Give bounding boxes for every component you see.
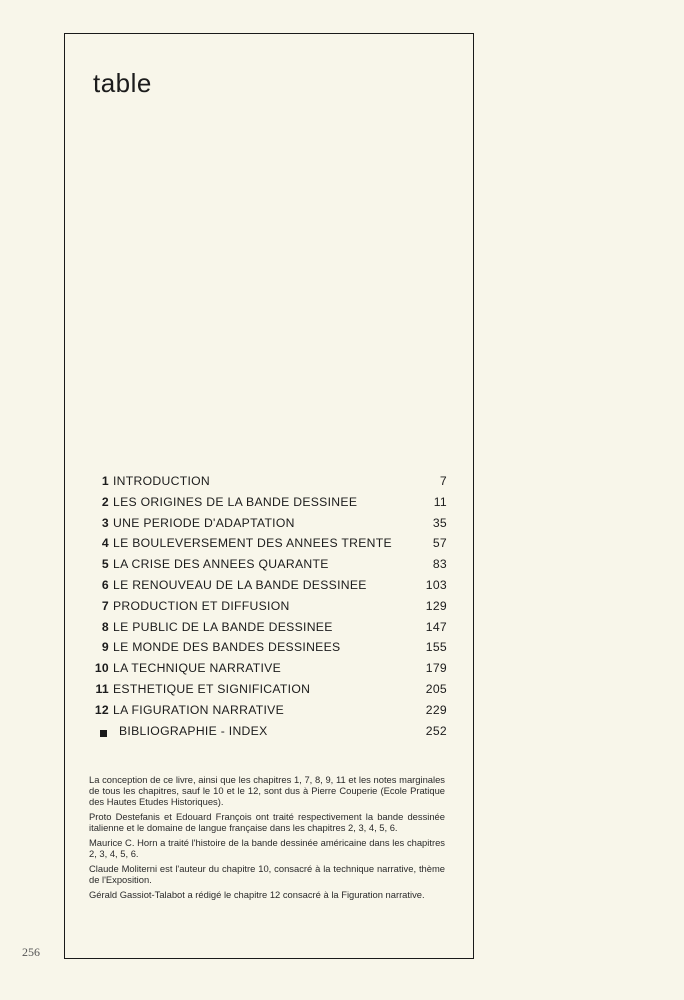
chapter-number: 7	[101, 598, 109, 613]
chapter-title: LE RENOUVEAU DE LA BANDE DESSINEE	[113, 577, 367, 592]
square-bullet-icon	[85, 730, 109, 737]
chapter-number: 1	[101, 474, 109, 488]
credits-paragraph: Gérald Gassiot-Talabot a rédigé le chapitre 12 consacré à la Figuration narrative.	[89, 888, 425, 900]
chapter-number: 11	[95, 681, 109, 696]
chapter-page: 7	[439, 474, 447, 488]
chapter-title: LA CRISE DES ANNEES QUARANTE	[113, 557, 329, 572]
toc-entry[interactable]	[85, 495, 447, 516]
toc-entry[interactable]	[85, 682, 447, 703]
toc-entry[interactable]	[85, 474, 447, 495]
toc-entry[interactable]	[85, 557, 447, 578]
chapter-title: LA TECHNIQUE NARRATIVE	[113, 661, 282, 676]
chapter-page: 11	[433, 494, 447, 509]
toc-entry[interactable]	[85, 620, 447, 641]
credits-paragraph: Claude Moliterni est l'auteur du chapitre 10, consacré à la technique narrative, thème de l'Exposition.	[89, 862, 445, 886]
chapter-number: 9	[101, 640, 109, 655]
chapter-title: PRODUCTION ET DIFFUSION	[113, 598, 290, 613]
toc-entry-bibliography[interactable]	[85, 724, 447, 745]
toc-entry[interactable]	[85, 703, 447, 724]
chapter-page: 155	[425, 640, 447, 655]
chapter-page: 205	[425, 681, 447, 696]
chapter-number: 4	[101, 536, 109, 551]
chapter-number: 12	[94, 702, 109, 717]
chapter-number: 5	[101, 557, 109, 572]
chapter-title: LA FIGURATION NARRATIVE	[113, 702, 284, 717]
chapter-page: 57	[432, 536, 447, 551]
chapter-number: 6	[101, 577, 109, 592]
credits-paragraph: Proto Destefanis et Edouard François ont traité respectivement la bande dessinée italienne et le domaine de langue française dans les chapitres 2, 3, 4, 5, 6.	[89, 811, 445, 834]
toc-entry[interactable]	[85, 640, 447, 661]
credits-paragraph: Maurice C. Horn a traité l'histoire de la bande dessinée américaine dans les chapitres 2, 3, 4, 5, 6.	[89, 837, 445, 860]
bibliography-title: BIBLIOGRAPHIE - INDEX	[119, 723, 268, 738]
chapter-title: ESTHETIQUE ET SIGNIFICATION	[113, 681, 311, 696]
content-frame	[64, 33, 474, 959]
chapter-title: LES ORIGINES DE LA BANDE DESSINEE	[113, 494, 358, 509]
chapter-page: 147	[425, 619, 447, 634]
chapter-title: LE PUBLIC DE LA BANDE DESSINEE	[113, 619, 333, 634]
toc-entry[interactable]	[85, 661, 447, 682]
chapter-title: UNE PERIODE D'ADAPTATION	[113, 515, 295, 530]
chapter-page: 103	[425, 577, 447, 592]
chapter-number: 10	[94, 661, 109, 676]
credits-block	[89, 774, 445, 904]
page-number: 256	[22, 945, 40, 959]
chapter-title: INTRODUCTION	[113, 474, 211, 488]
page-title: table	[93, 68, 152, 98]
chapter-title: LE BOULEVERSEMENT DES ANNEES TRENTE	[113, 536, 392, 551]
toc-entry[interactable]	[85, 516, 447, 537]
chapter-page: 129	[425, 598, 447, 613]
toc-entry[interactable]	[85, 578, 447, 599]
chapter-number: 3	[101, 515, 109, 530]
chapter-page: 179	[425, 661, 447, 676]
chapter-page: 83	[432, 557, 447, 572]
table-of-contents	[85, 474, 447, 744]
credits-paragraph: La conception de ce livre, ainsi que les chapitres 1, 7, 8, 9, 11 et les notes marginales de tous les chapitres, sauf le 10 et le 12, sont dus à Pierre Couperie (Ecole Pratique des Hautes Etudes Historiques).	[89, 774, 445, 808]
bibliography-page: 252	[425, 723, 447, 738]
chapter-page: 35	[432, 515, 447, 530]
toc-entry[interactable]	[85, 536, 447, 557]
chapter-number: 8	[101, 619, 109, 634]
chapter-title: LE MONDE DES BANDES DESSINEES	[113, 640, 341, 655]
toc-entry[interactable]	[85, 599, 447, 620]
chapter-number: 2	[101, 494, 109, 509]
chapter-page: 229	[425, 702, 447, 717]
